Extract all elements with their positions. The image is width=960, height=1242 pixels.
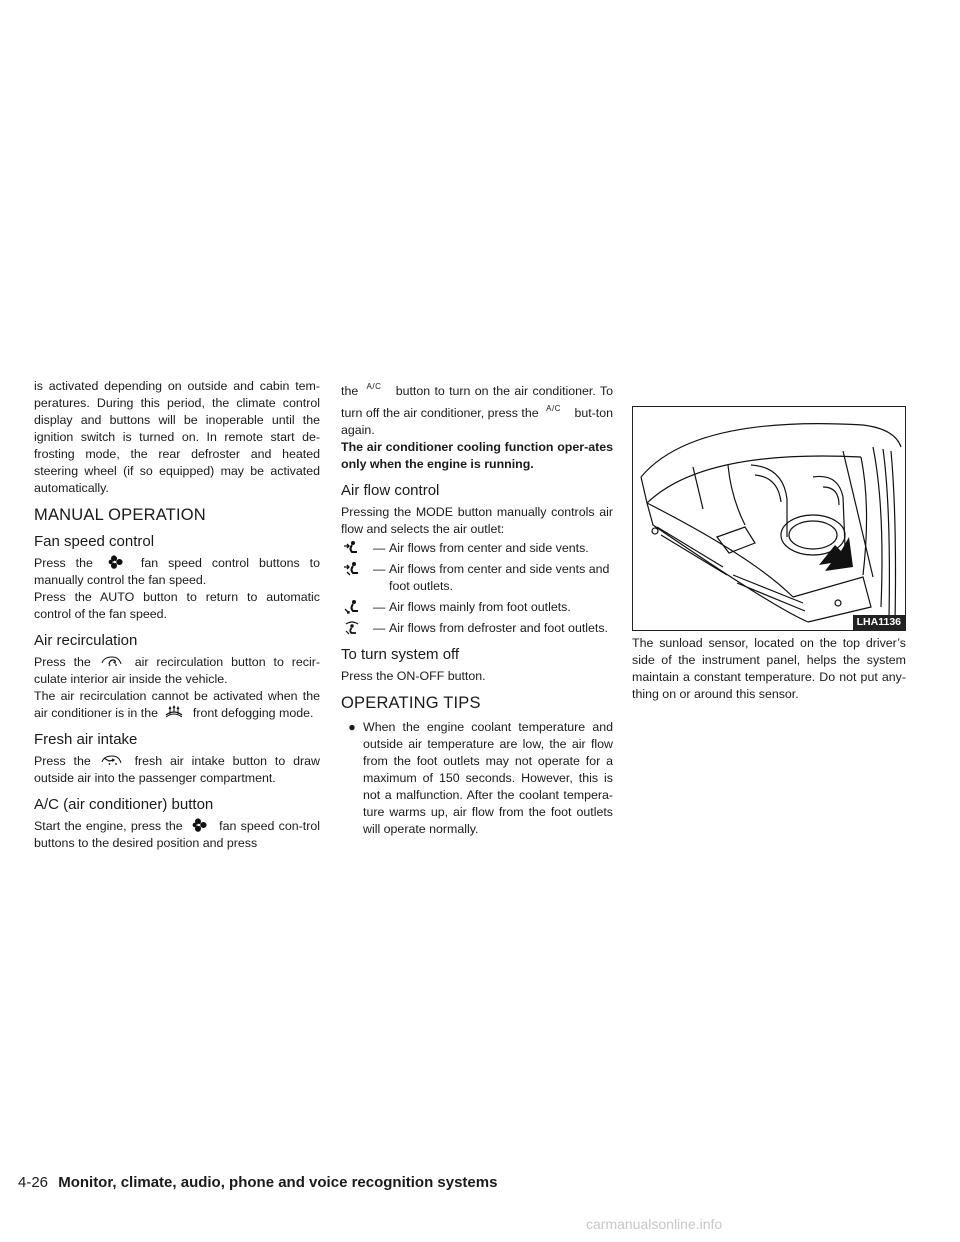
- recirculation-icon: [101, 654, 123, 668]
- ac-icon: A/C: [546, 404, 561, 413]
- fan-speed-paragraph-2: Press the AUTO button to return to automatic control of the fan speed.: [34, 590, 320, 621]
- column-middle: [341, 378, 613, 838]
- watermark[interactable]: carmanualsonline.info: [586, 1216, 723, 1232]
- mode-item-bi-level: — Air flows from center and side vents and foot outlets.: [341, 561, 613, 595]
- ac-button-heading: A/C (air conditioner) button: [34, 796, 214, 813]
- bullet-icon: ●: [348, 720, 356, 734]
- page-footer: [18, 1174, 497, 1191]
- page-number: 4-26: [18, 1174, 49, 1191]
- front-defrost-icon: [163, 705, 185, 719]
- ac-icon: A/C: [366, 382, 382, 391]
- bi-level-mode-icon: [341, 561, 373, 578]
- sunload-sensor-text: The sunload sensor, located on the top driver’s side of the instrument panel, helps the system maintain a constant temperature. Do not put any-thing on or around this sensor.: [632, 636, 906, 701]
- recirculation-paragraph-1: Press the air recirculation button to recir-culate interior air inside the vehicle.: [34, 655, 320, 686]
- recirculation-paragraph-2: The air recirculation cannot be activated when the air conditioner is in the front defogging mode.: [34, 689, 320, 720]
- fan-speed-heading: Fan speed control: [34, 533, 155, 550]
- figure-label: LHA1136: [853, 615, 905, 630]
- foot-mode-icon: [341, 599, 373, 616]
- system-off-text: Press the ON-OFF button.: [341, 669, 486, 683]
- ac-paragraph-start: Start the engine, press the fan speed con-trol buttons to the desired position and press: [34, 819, 320, 850]
- fan-speed-paragraph-1: Press the fan speed control buttons to manually control the fan speed.: [34, 556, 320, 587]
- tip-item: ● When the engine coolant temperature and outside air temperature are low, the air flow from the foot outlets may not operate for a maximum of 150 seconds. However, this is not a malfunction. After the coolant tempera-ture warms up, air flow from the foot outlets will operate normally.: [341, 719, 613, 838]
- system-off-heading: To turn system off: [341, 646, 460, 663]
- air-recirculation-heading: Air recirculation: [34, 632, 138, 649]
- column-right: [632, 378, 906, 703]
- column-left: [34, 378, 320, 852]
- defrost-foot-mode-icon: [341, 620, 373, 637]
- dashboard-illustration: [633, 407, 905, 630]
- mode-item-vent: — Air flows from center and side vents.: [341, 540, 613, 557]
- intro-paragraph: is activated depending on outside and cabin tem-peratures. During this period, the climate control display and buttons will be inoperable until the ignition switch is turned on. In remote start de-frosting mode, the rear defroster and heated steering wheel (if so equipped) may be activated automatically.: [34, 379, 320, 495]
- air-flow-heading: Air flow control: [341, 482, 440, 499]
- section-title: Monitor, climate, audio, phone and voice recognition systems: [58, 1174, 498, 1191]
- fresh-air-icon: [101, 753, 123, 767]
- manual-operation-heading: MANUAL OPERATION: [34, 506, 206, 524]
- ac-warning: The air conditioner cooling function oper-ates only when the engine is running.: [341, 440, 613, 471]
- sunload-sensor-figure: [632, 406, 906, 631]
- fan-icon: [189, 818, 211, 832]
- fresh-air-heading: Fresh air intake: [34, 731, 138, 748]
- ac-paragraph-continued: the A/C button to turn on the air conditioner. To turn off the air conditioner, press the A/C but-ton again.: [341, 378, 613, 439]
- fan-icon: [105, 555, 127, 569]
- fresh-air-paragraph: Press the fresh air intake button to draw outside air into the passenger compartment.: [34, 754, 320, 785]
- mode-item-foot: — Air flows mainly from foot outlets.: [341, 599, 613, 616]
- vent-mode-icon: [341, 540, 373, 557]
- air-flow-intro: Pressing the MODE button manually controls air flow and selects the air outlet:: [341, 505, 613, 536]
- mode-item-defrost-foot: — Air flows from defroster and foot outlets.: [341, 620, 613, 637]
- operating-tips-heading: OPERATING TIPS: [341, 694, 481, 712]
